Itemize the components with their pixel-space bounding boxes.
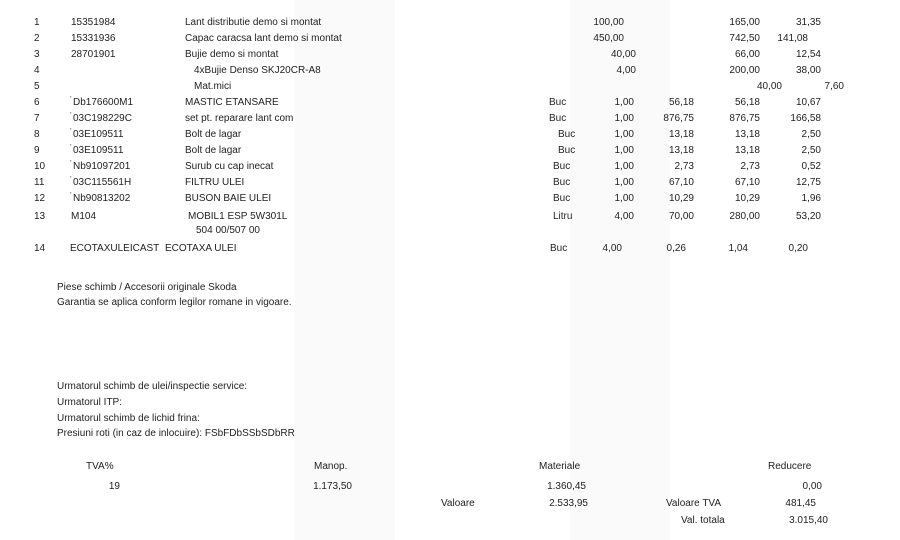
row-description: 4xBujie Denso SKJ20CR-A8 bbox=[194, 65, 321, 76]
row-tva: 53,20 bbox=[795, 211, 821, 222]
row-description: Surub cu cap inecat bbox=[185, 161, 274, 172]
row-code: ' 03C198229C bbox=[73, 113, 132, 124]
row-unit-price: 13,18 bbox=[668, 145, 694, 156]
row-value: 876,75 bbox=[729, 113, 760, 124]
row-value: 40,00 bbox=[756, 81, 782, 92]
tva-percent-value: 19 bbox=[108, 481, 120, 492]
note-line-2: Garantia se aplica conform legilor romane in vigoare. bbox=[57, 297, 292, 308]
row-unit-price: 0,26 bbox=[666, 243, 686, 254]
row-quantity: 40,00 bbox=[610, 49, 636, 60]
row-description: Bujie demo si montat bbox=[185, 49, 279, 60]
table-row bbox=[0, 96, 900, 110]
row-value: 165,00 bbox=[729, 17, 760, 28]
row-quantity: 1,00 bbox=[614, 129, 634, 140]
row-value: 2,73 bbox=[740, 161, 760, 172]
row-number: 9 bbox=[34, 145, 40, 156]
row-unit: Buc bbox=[558, 129, 576, 140]
row-quantity: 4,00 bbox=[602, 243, 622, 254]
row-number: 14 bbox=[34, 243, 46, 254]
note-line-1: Piese schimb / Accesorii originale Skoda bbox=[57, 282, 237, 293]
row-tva: 2,50 bbox=[801, 145, 821, 156]
row-value: 67,10 bbox=[734, 177, 760, 188]
table-row bbox=[0, 80, 900, 94]
row-tva: 0,52 bbox=[801, 161, 821, 172]
row-unit-price: 876,75 bbox=[663, 113, 694, 124]
row-description: BUSON BAIE ULEI bbox=[185, 193, 272, 204]
row-code: ' Nb91097201 bbox=[73, 161, 130, 172]
row-description: Capac caracsa lant demo si montat bbox=[185, 33, 342, 44]
row-tva: 1,96 bbox=[801, 193, 821, 204]
row-number: 12 bbox=[34, 193, 46, 204]
table-row bbox=[0, 242, 900, 256]
row-value: 1,04 bbox=[728, 243, 748, 254]
materiale-value: 1.360,45 bbox=[547, 481, 586, 492]
row-code: 15351984 bbox=[71, 17, 116, 28]
row-quantity: 1,00 bbox=[614, 177, 634, 188]
row-number: 7 bbox=[34, 113, 40, 124]
row-description-line-2: 504 00/507 00 bbox=[196, 225, 260, 236]
row-value: 13,18 bbox=[734, 129, 760, 140]
row-unit: Buc bbox=[553, 177, 571, 188]
row-tva: 38,00 bbox=[795, 65, 821, 76]
row-tva: 166,58 bbox=[790, 113, 821, 124]
row-unit-price: 2,73 bbox=[674, 161, 694, 172]
table-row bbox=[0, 32, 900, 46]
valoare-tva-value: 481,45 bbox=[785, 498, 816, 509]
row-unit: Buc bbox=[549, 113, 567, 124]
reducere-label: Reducere bbox=[768, 461, 812, 472]
table-row bbox=[0, 210, 900, 236]
row-unit: Buc bbox=[558, 145, 576, 156]
row-code: ' 03E109511 bbox=[73, 129, 123, 140]
table-row bbox=[0, 16, 900, 30]
row-unit-price: 67,10 bbox=[668, 177, 694, 188]
manop-label: Manop. bbox=[314, 461, 348, 472]
row-description: FILTRU ULEI bbox=[185, 177, 245, 188]
valoare-tva-label: Valoare TVA bbox=[666, 498, 722, 509]
row-unit: Buc bbox=[553, 193, 571, 204]
row-quantity: 100,00 bbox=[593, 17, 624, 28]
row-description: ECOTAXA ULEI bbox=[165, 243, 237, 254]
row-number: 6 bbox=[34, 97, 40, 108]
row-number: 4 bbox=[34, 65, 40, 76]
row-unit-price: 70,00 bbox=[668, 211, 694, 222]
row-description: Lant distributie demo si montat bbox=[185, 17, 322, 28]
service-next-itp: Urmatorul ITP: bbox=[57, 397, 123, 408]
row-number: 11 bbox=[34, 177, 45, 188]
row-code: M104 bbox=[71, 211, 97, 222]
row-tva: 0,20 bbox=[788, 243, 808, 254]
row-tva: 141,08 bbox=[777, 33, 808, 44]
table-row bbox=[0, 192, 900, 206]
table-row bbox=[0, 160, 900, 174]
tva-percent-label: TVA% bbox=[86, 461, 114, 472]
row-description: MASTIC ETANSARE bbox=[185, 97, 279, 108]
row-number: 2 bbox=[34, 33, 40, 44]
service-tire-pressure: Presiuni roti (in caz de inlocuire): FSbFDbSSbSDbRR bbox=[57, 428, 295, 439]
service-next-brake: Urmatorul schimb de lichid frina: bbox=[57, 413, 200, 424]
row-code: 15331936 bbox=[71, 33, 116, 44]
row-value: 66,00 bbox=[734, 49, 760, 60]
row-tva: 31,35 bbox=[795, 17, 821, 28]
row-tva: 7,60 bbox=[824, 81, 844, 92]
row-unit-price: 10,29 bbox=[668, 193, 694, 204]
row-code: ' Nb90813202 bbox=[73, 193, 130, 204]
row-tva: 10,67 bbox=[795, 97, 821, 108]
row-value: 13,18 bbox=[734, 145, 760, 156]
row-value: 10,29 bbox=[734, 193, 760, 204]
valoare-label: Valoare bbox=[441, 498, 475, 509]
row-description: MOBIL1 ESP 5W301L bbox=[188, 211, 288, 222]
row-unit: Buc bbox=[550, 243, 568, 254]
row-tva: 12,75 bbox=[795, 177, 821, 188]
row-quantity: 1,00 bbox=[614, 113, 634, 124]
row-description: Mat.mici bbox=[194, 81, 232, 92]
table-row bbox=[0, 144, 900, 158]
row-unit: Buc bbox=[553, 161, 571, 172]
service-next-oil: Urmatorul schimb de ulei/inspectie service: bbox=[57, 381, 248, 392]
row-description: set pt. reparare lant com bbox=[185, 113, 294, 124]
row-value: 200,00 bbox=[729, 65, 760, 76]
row-tva: 12,54 bbox=[795, 49, 821, 60]
row-value: 280,00 bbox=[729, 211, 760, 222]
reducere-value: 0,00 bbox=[802, 481, 822, 492]
row-code: ECOTAXULEICAST bbox=[70, 243, 160, 254]
row-quantity: 4,00 bbox=[614, 211, 634, 222]
row-quantity: 1,00 bbox=[614, 161, 634, 172]
row-quantity: 4,00 bbox=[616, 65, 636, 76]
val-totala-value: 3.015,40 bbox=[789, 515, 828, 526]
row-code: ' 03C115561H bbox=[73, 177, 131, 188]
row-code: ' 03E109511 bbox=[73, 145, 123, 156]
row-quantity: 1,00 bbox=[614, 97, 634, 108]
row-description: Bolt de lagar bbox=[185, 129, 242, 140]
row-unit-price: 13,18 bbox=[668, 129, 694, 140]
table-row bbox=[0, 112, 900, 126]
row-number: 5 bbox=[34, 81, 40, 92]
manop-value: 1.173,50 bbox=[313, 481, 352, 492]
materiale-label: Materiale bbox=[539, 461, 581, 472]
row-code: ' Db176600M1 bbox=[73, 97, 133, 108]
row-quantity: 450,00 bbox=[593, 33, 624, 44]
valoare-value: 2.533,95 bbox=[549, 498, 588, 509]
row-tva: 2,50 bbox=[801, 129, 821, 140]
table-row bbox=[0, 64, 900, 78]
row-value: 742,50 bbox=[729, 33, 760, 44]
val-totala-label: Val. totala bbox=[681, 515, 725, 526]
row-unit-price: 56,18 bbox=[668, 97, 694, 108]
table-row bbox=[0, 176, 900, 190]
row-unit: Litru bbox=[553, 211, 573, 222]
row-description: Bolt de lagar bbox=[185, 145, 242, 156]
row-number: 8 bbox=[34, 129, 40, 140]
row-number: 10 bbox=[34, 161, 46, 172]
row-code: 28701901 bbox=[71, 49, 116, 60]
row-number: 3 bbox=[34, 49, 40, 60]
row-quantity: 1,00 bbox=[614, 193, 634, 204]
table-row bbox=[0, 128, 900, 142]
row-number: 13 bbox=[34, 211, 46, 222]
row-unit: Buc bbox=[549, 97, 567, 108]
row-number: 1 bbox=[34, 17, 40, 28]
row-quantity: 1,00 bbox=[614, 145, 634, 156]
row-value: 56,18 bbox=[734, 97, 760, 108]
table-row bbox=[0, 48, 900, 62]
